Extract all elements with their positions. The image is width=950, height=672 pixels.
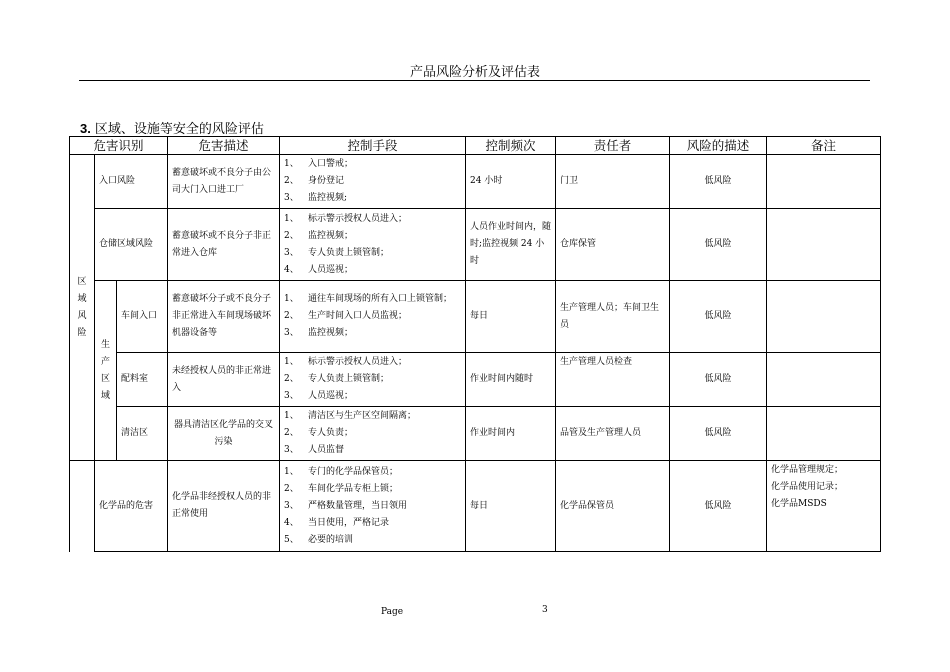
control-frequency: 每日 xyxy=(466,281,556,353)
group-production-area: 生产区域 xyxy=(95,281,117,461)
responsible-person: 生产管理人员；车间卫生员 xyxy=(556,281,670,353)
remark-line: 化学品MSDS xyxy=(771,499,827,509)
table-row xyxy=(70,281,881,353)
risk-level: 低风险 xyxy=(670,407,767,461)
hazard-item: 车间入口 xyxy=(117,281,168,353)
risk-level: 低风险 xyxy=(670,155,767,209)
table-row xyxy=(70,461,881,552)
control-frequency: 24 小时 xyxy=(466,155,556,209)
control-measures: 1、 通往车间现场的所有入口上锁管制； 2、 生产时间入口人员监视； 3、 监控视频； xyxy=(280,281,466,353)
hazard-item: 配料室 xyxy=(117,353,168,407)
risk-assessment-table xyxy=(69,136,881,552)
table-row xyxy=(70,209,881,281)
table-row xyxy=(70,353,881,407)
control-measures: 1、 清洁区与生产区空间隔离； 2、 专人负责； 3、 人员监督 xyxy=(280,407,466,461)
risk-level: 低风险 xyxy=(670,209,767,281)
column-header: 风险的描述 xyxy=(670,137,767,155)
responsible-person: 生产管理人员检查 xyxy=(556,353,670,407)
hazard-description: 蓄意破坏或不良分子由公司大门入口进工厂 xyxy=(168,155,280,209)
remarks xyxy=(767,407,881,461)
hazard-description: 化学品非经授权人员的非正常使用 xyxy=(168,461,280,552)
responsible-person: 品管及生产管理人员 xyxy=(556,407,670,461)
remark-line: 化学品使用记录； xyxy=(771,482,844,492)
table-row xyxy=(70,155,881,209)
control-measures: 1、 标示警示授权人员进入； 2、 监控视频； 3、 专人负责上锁管制； 4、 人员巡视； xyxy=(280,209,466,281)
responsible-person: 门卫 xyxy=(556,155,670,209)
hazard-item: 仓储区域风险 xyxy=(95,209,168,281)
hazard-description: 未经授权人员的非正常进入 xyxy=(168,353,280,407)
page-header-title: 产品风险分析及评估表 xyxy=(409,65,540,80)
section-number: 3. xyxy=(80,121,91,136)
control-frequency: 人员作业时间内，随时;监控视频 24 小时 xyxy=(466,209,556,281)
column-header: 危害识别 xyxy=(70,137,168,155)
header-rule xyxy=(79,80,870,81)
group-area-risk: 区域风险 xyxy=(70,155,95,461)
footer-page-label: Page xyxy=(381,607,404,617)
column-header: 控制频次 xyxy=(466,137,556,155)
control-measures: 1、 入口警戒； 2、 身份登记 3、 监控视频; xyxy=(280,155,466,209)
risk-level: 低风险 xyxy=(670,353,767,407)
footer-page-number: 3 xyxy=(542,605,548,615)
hazard-item: 入口风险 xyxy=(95,155,168,209)
remarks xyxy=(767,209,881,281)
section-title xyxy=(80,118,264,137)
remarks xyxy=(767,281,881,353)
control-measures: 1、 专门的化学品保管员； 2、 车间化学品专柜上锁； 3、 严格数量管理，当日领用 4、 当日使用，严格记录 5、 必要的培训 xyxy=(280,461,466,552)
section-title-text: 区域、设施等安全的风险评估 xyxy=(94,122,264,137)
column-header: 控制手段 xyxy=(280,137,466,155)
table-row xyxy=(70,407,881,461)
risk-level: 低风险 xyxy=(670,281,767,353)
control-frequency: 作业时间内 xyxy=(466,407,556,461)
responsible-person: 仓库保管 xyxy=(556,209,670,281)
hazard-item: 清洁区 xyxy=(117,407,168,461)
hazard-description: 器具清洁区化学品的交叉污染 xyxy=(168,407,280,461)
column-header: 备注 xyxy=(767,137,881,155)
control-frequency: 每日 xyxy=(466,461,556,552)
risk-level: 低风险 xyxy=(670,461,767,552)
column-header: 危害描述 xyxy=(168,137,280,155)
blank-cell xyxy=(70,461,95,552)
column-header: 责任者 xyxy=(556,137,670,155)
remarks xyxy=(767,461,881,552)
remarks xyxy=(767,353,881,407)
control-frequency: 作业时间内随时 xyxy=(466,353,556,407)
table-header-row xyxy=(70,137,881,155)
remark-line: 化学品管理规定； xyxy=(771,465,844,475)
control-measures: 1、 标示警示授权人员进入； 2、 专人负责上锁管制； 3、 人员巡视； xyxy=(280,353,466,407)
hazard-description: 蓄意破坏分子或不良分子非正常进入车间现场破坏机器设备等 xyxy=(168,281,280,353)
hazard-description: 蓄意破坏或不良分子非正常进入仓库 xyxy=(168,209,280,281)
remarks xyxy=(767,155,881,209)
responsible-person: 化学品保管员 xyxy=(556,461,670,552)
hazard-item: 化学品的危害 xyxy=(95,461,168,552)
